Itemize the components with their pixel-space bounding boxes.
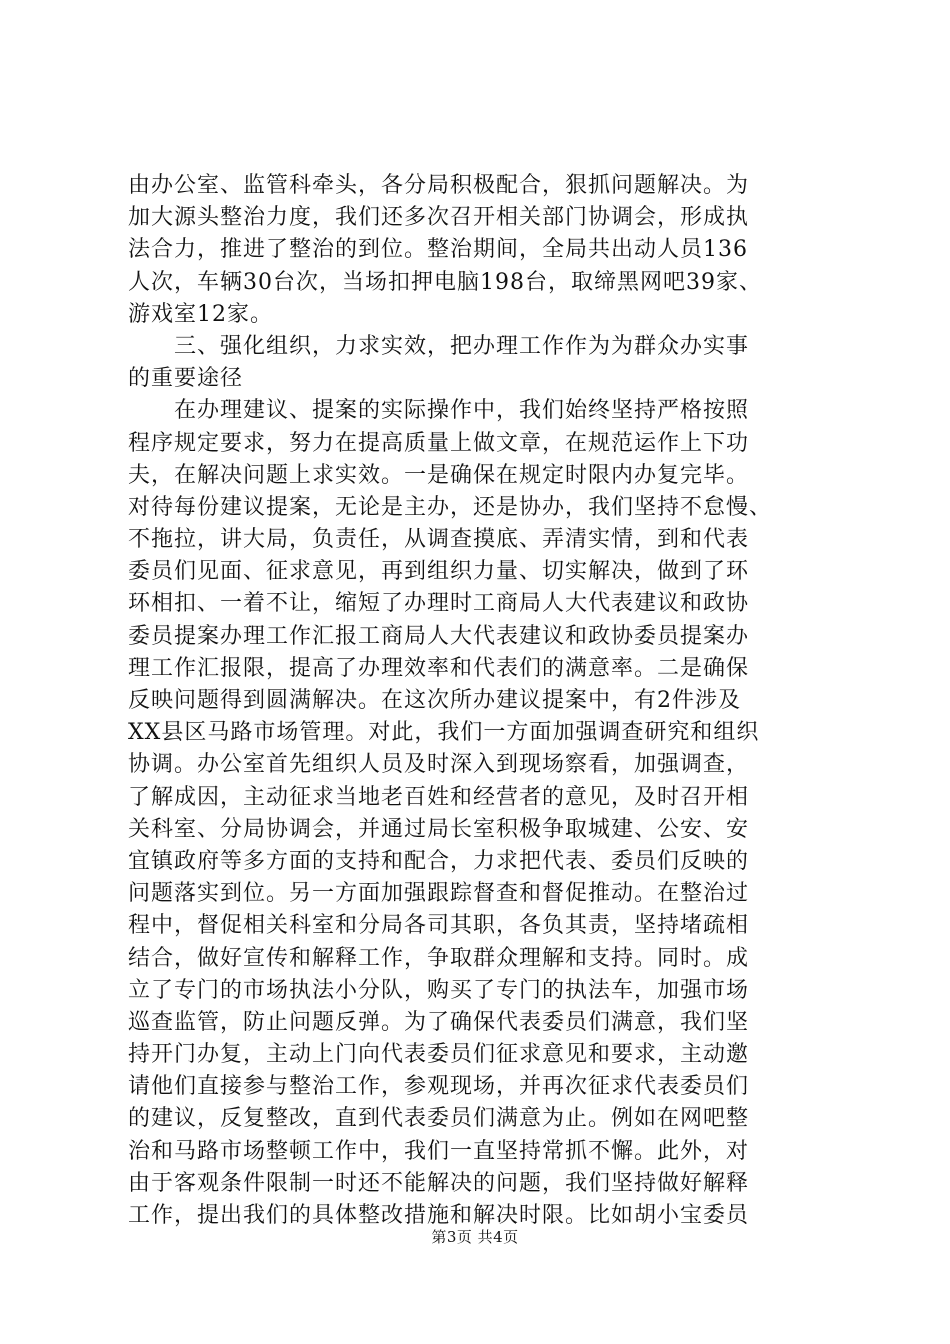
text-line: 委员们见面、征求意见，再到组织力量、切实解决，做到了环 [128,559,750,585]
text-line: 夫，在解决问题上求实效。一是确保在规定时限内办复完毕。 [128,462,750,488]
text-line: 法合力，推进了整治的到位。整治期间，全局共出动人员136 [128,237,748,263]
text-line: 由办公室、监管科牵头，各分局积极配合，狠抓问题解决。为 [128,173,750,198]
text-line: 对待每份建议提案，无论是主办，还是协办，我们坚持不怠慢、 [128,494,773,520]
text-line: 问题落实到位。另一方面加强跟踪督查和督促推动。在整治过 [128,881,750,907]
text-line: 结合，做好宣传和解释工作，争取群众理解和支持。同时。成 [128,945,750,971]
text-line: 了解成因，主动征求当地老百姓和经营者的意见，及时召开相 [128,784,750,810]
text-line: 在办理建议、提案的实际操作中，我们始终坚持严格按照 [128,398,750,424]
text-line: 巡查监管，防止问题反弹。为了确保代表委员们满意，我们坚 [128,1009,750,1035]
text-line: 程中，督促相关科室和分局各司其职，各负其责，坚持堵疏相 [128,913,750,939]
text-line: 的建议，反复整改，直到代表委员们满意为止。例如在网吧整 [128,1106,750,1132]
text-line: 理工作汇报限，提高了办理效率和代表们的满意率。二是确保 [128,655,750,681]
page-footer [0,1226,950,1247]
text-line: 反映问题得到圆满解决。在这次所办建议提案中，有2件涉及 [128,688,741,713]
document-body [128,170,834,1232]
text-line: 协调。办公室首先组织人员及时深入到现场察看，加强调查， [128,752,750,778]
text-line: 加大源头整治力度，我们还多次召开相关部门协调会，形成执 [128,205,750,231]
text-line: 关科室、分局协调会，并通过局长室积极争取城建、公安、安 [128,816,750,842]
page-number: 第3页 共4页 [431,1228,519,1246]
text-line: 请他们直接参与整治工作，参观现场，并再次征求代表委员们 [128,1074,750,1100]
text-line: 程序规定要求，努力在提高质量上做文章，在规范运作上下功 [128,430,750,456]
text-line: XX县区马路市场管理。对此，我们一方面加强调查研究和组织 [128,720,760,746]
section-heading-line: 的重要途径 [128,366,244,392]
text-line: 游戏室12家。 [128,301,273,327]
text-line: 环相扣、一着不让，缩短了办理时工商局人大代表建议和政协 [128,591,750,617]
text-line: 宜镇政府等多方面的支持和配合，力求把代表、委员们反映的 [128,848,750,874]
section-heading-line: 三、强化组织，力求实效，把办理工作作为为群众办实事 [128,333,750,359]
text-line: 工作，提出我们的具体整改措施和解决时限。比如胡小宝委员 [128,1203,750,1228]
text-line: 治和马路市场整顿工作中，我们一直坚持常抓不懈。此外，对 [128,1138,750,1164]
text-line: 委员提案办理工作汇报工商局人大代表建议和政协委员提案办 [128,623,750,649]
text-line: 由于客观条件限制一时还不能解决的问题，我们坚持做好解释 [128,1170,750,1196]
text-line: 持开门办复，主动上门向代表委员们征求意见和要求，主动邀 [128,1042,750,1068]
text-line: 立了专门的市场执法小分队，购买了专门的执法车，加强市场 [128,977,750,1003]
text-line: 不拖拉，讲大局，负责任，从调查摸底、弄清实情，到和代表 [128,527,750,553]
text-line: 人次，车辆30台次，当场扣押电脑198台，取缔黑网吧39家、 [128,269,762,295]
